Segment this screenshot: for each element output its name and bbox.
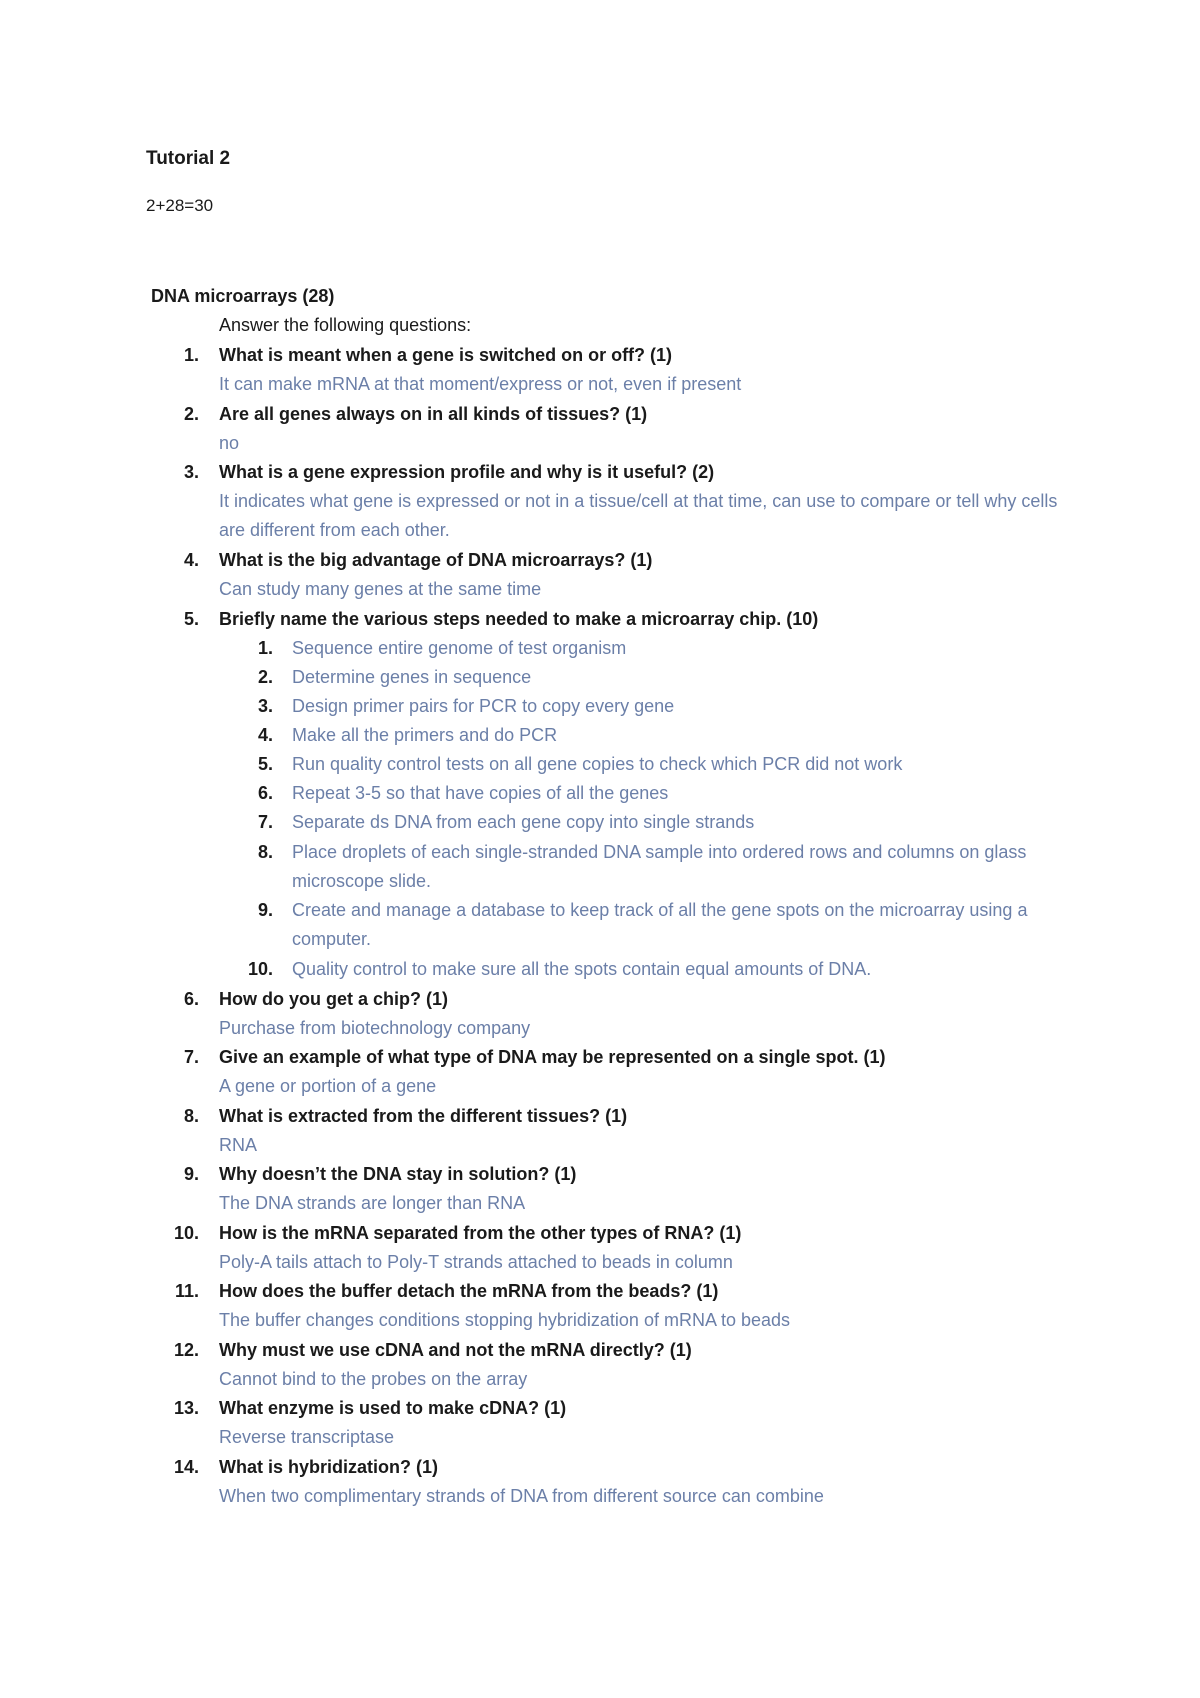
step-text: Place droplets of each single-stranded DNA sample into ordered rows and columns on glass microscope slide. bbox=[292, 842, 1027, 891]
question-text: What is meant when a gene is switched on or off? (1) bbox=[219, 345, 673, 365]
answer-13: Reverse transcriptase bbox=[219, 1427, 395, 1447]
step-text: Create and manage a database to keep track of all the gene spots on the microarray using a computer. bbox=[292, 900, 1028, 949]
step-number: 3. bbox=[257, 696, 273, 716]
question-text: How does the buffer detach the mRNA from the beads? (1) bbox=[219, 1281, 719, 1301]
step-number: 10. bbox=[247, 959, 273, 979]
question-number: 3. bbox=[183, 462, 199, 482]
question-text: What is the big advantage of DNA microarrays? (1) bbox=[219, 550, 653, 570]
answer-10: Poly-A tails attach to Poly-T strands attached to beads in column bbox=[219, 1252, 733, 1272]
question-number: 10. bbox=[173, 1223, 199, 1243]
step-number: 6. bbox=[257, 783, 273, 803]
score-summary: 2+28=30 bbox=[146, 196, 214, 215]
step-text: Determine genes in sequence bbox=[292, 667, 532, 687]
step-number: 4. bbox=[257, 725, 273, 745]
intro-text: Answer the following questions: bbox=[219, 315, 472, 335]
document-title: Tutorial 2 bbox=[146, 148, 231, 169]
step-text: Sequence entire genome of test organism bbox=[292, 638, 627, 658]
answer-4: Can study many genes at the same time bbox=[219, 579, 542, 599]
answer-9: The DNA strands are longer than RNA bbox=[219, 1193, 526, 1213]
question-number: 13. bbox=[173, 1398, 199, 1418]
answer-2: no bbox=[219, 433, 240, 453]
question-number: 7. bbox=[183, 1047, 199, 1067]
question-text: Are all genes always on in all kinds of tissues? (1) bbox=[219, 404, 648, 424]
question-number: 5. bbox=[183, 609, 199, 629]
step-number: 8. bbox=[257, 842, 273, 862]
question-text: What is a gene expression profile and why is it useful? (2) bbox=[219, 462, 715, 482]
question-text: What is hybridization? (1) bbox=[219, 1457, 438, 1477]
question-number: 11. bbox=[174, 1281, 199, 1301]
question-number: 1. bbox=[183, 345, 199, 365]
step-text: Run quality control tests on all gene copies to check which PCR did not work bbox=[292, 754, 903, 774]
step-text: Repeat 3-5 so that have copies of all the genes bbox=[292, 783, 669, 803]
question-text: How do you get a chip? (1) bbox=[219, 989, 448, 1009]
step-text: Quality control to make sure all the spots contain equal amounts of DNA. bbox=[292, 959, 872, 979]
answer-6: Purchase from biotechnology company bbox=[219, 1018, 531, 1038]
question-number: 9. bbox=[183, 1164, 199, 1184]
step-text: Design primer pairs for PCR to copy every gene bbox=[292, 696, 675, 716]
step-text: Separate ds DNA from each gene copy into single strands bbox=[292, 812, 755, 832]
section-title: DNA microarrays (28) bbox=[151, 286, 335, 306]
question-text: Give an example of what type of DNA may be represented on a single spot. (1) bbox=[219, 1047, 886, 1067]
question-text: Why doesn’t the DNA stay in solution? (1) bbox=[219, 1164, 577, 1184]
answer-7: A gene or portion of a gene bbox=[219, 1076, 437, 1096]
answer-3: It indicates what gene is expressed or not in a tissue/cell at that time, can use to compare or tell why cells are different from each other. bbox=[219, 491, 1058, 540]
question-number: 12. bbox=[173, 1340, 199, 1360]
step-text: Make all the primers and do PCR bbox=[292, 725, 558, 745]
question-number: 6. bbox=[183, 989, 199, 1009]
step-number: 5. bbox=[257, 754, 273, 774]
question-number: 4. bbox=[183, 550, 199, 570]
question-number: 8. bbox=[183, 1106, 199, 1126]
question-number: 2. bbox=[183, 404, 199, 424]
answer-8: RNA bbox=[219, 1135, 258, 1155]
step-number: 7. bbox=[257, 812, 273, 832]
answer-12: Cannot bind to the probes on the array bbox=[219, 1369, 528, 1389]
step-number: 2. bbox=[257, 667, 273, 687]
answer-14: When two complimentary strands of DNA from different source can combine bbox=[219, 1486, 824, 1506]
question-text: Briefly name the various steps needed to make a microarray chip. (10) bbox=[219, 609, 819, 629]
step-number: 1. bbox=[257, 638, 273, 658]
question-text: How is the mRNA separated from the other types of RNA? (1) bbox=[219, 1223, 742, 1243]
question-number: 14. bbox=[173, 1457, 199, 1477]
question-text: What enzyme is used to make cDNA? (1) bbox=[219, 1398, 567, 1418]
question-text: What is extracted from the different tissues? (1) bbox=[219, 1106, 628, 1126]
answer-1: It can make mRNA at that moment/express or not, even if present bbox=[219, 374, 742, 394]
answer-11: The buffer changes conditions stopping hybridization of mRNA to beads bbox=[219, 1310, 791, 1330]
step-number: 9. bbox=[257, 900, 273, 920]
question-text: Why must we use cDNA and not the mRNA directly? (1) bbox=[219, 1340, 692, 1360]
